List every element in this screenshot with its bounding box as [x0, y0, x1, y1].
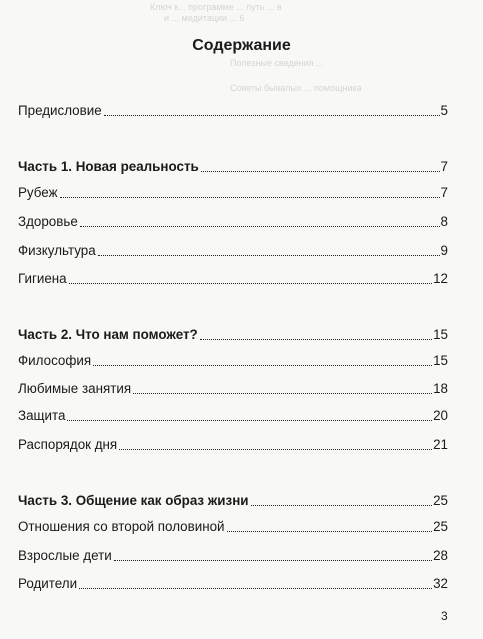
toc-entry[interactable] — [18, 183, 448, 201]
toc-entry-label: Часть 3. Общение как образ жизни — [18, 493, 249, 508]
toc-entry[interactable] — [18, 546, 448, 564]
toc-entry[interactable] — [18, 406, 448, 424]
dot-leader — [93, 365, 432, 366]
toc-entry-label: Философия — [18, 353, 92, 368]
toc-part-heading[interactable] — [18, 157, 448, 175]
dot-leader — [69, 283, 432, 284]
toc-entry-page: 15 — [433, 353, 448, 368]
bleed-line: Ключ к... программе ... путь ... в — [150, 2, 282, 12]
dot-leader — [114, 560, 432, 561]
dot-leader — [200, 339, 432, 340]
toc-entry[interactable] — [18, 269, 448, 287]
toc-entry-label: Часть 1. Новая реальность — [18, 159, 199, 174]
toc-entry[interactable] — [18, 351, 448, 369]
toc-entry-label: Родители — [18, 576, 78, 591]
toc-entry-page: 5 — [440, 103, 448, 118]
toc-part-heading[interactable] — [18, 491, 448, 509]
dot-leader — [227, 531, 433, 532]
dot-leader — [119, 449, 432, 450]
toc-entry[interactable] — [18, 517, 448, 535]
toc-entry-page: 15 — [433, 327, 448, 342]
toc-entry-page: 12 — [433, 271, 448, 286]
toc-entry-label: Взрослые дети — [18, 548, 112, 563]
dot-leader — [104, 115, 440, 116]
toc-entry-page: 28 — [433, 548, 448, 563]
toc-entry-page: 21 — [433, 437, 448, 452]
dot-leader — [201, 171, 440, 172]
bleed-line: и ... медитации ... 6 — [164, 13, 245, 23]
toc-entry[interactable] — [18, 101, 448, 119]
dot-leader — [80, 226, 440, 227]
toc-entry-page: 18 — [433, 381, 448, 396]
toc-entry[interactable] — [18, 379, 448, 397]
bleed-line: Советы бывалых ... помощника — [230, 83, 362, 93]
toc-entry-label: Распорядок дня — [18, 437, 118, 452]
dot-leader — [79, 588, 432, 589]
dot-leader — [133, 393, 432, 394]
toc-entry[interactable] — [18, 574, 448, 592]
dot-leader — [251, 505, 433, 506]
toc-entry[interactable] — [18, 212, 448, 230]
toc-entry-page: 32 — [433, 576, 448, 591]
toc-entry-label: Гигиена — [18, 271, 67, 286]
toc-entry-label: Физкультура — [18, 243, 96, 258]
toc-entry-page: 20 — [433, 408, 448, 423]
dot-leader — [60, 197, 440, 198]
dot-leader — [67, 420, 432, 421]
toc-entry-label: Рубеж — [18, 185, 58, 200]
toc-entry-label: Предисловие — [18, 103, 102, 118]
toc-entry-page: 7 — [440, 185, 448, 200]
bleed-line: Полезные сведения ... — [230, 58, 324, 68]
toc-entry-label: Часть 2. Что нам поможет? — [18, 327, 198, 342]
toc-entry-page: 25 — [433, 519, 448, 534]
dot-leader — [98, 255, 440, 256]
page-number: 3 — [441, 609, 448, 623]
toc-entry-label: Здоровье — [18, 214, 78, 229]
toc-entry-label: Защита — [18, 408, 66, 423]
toc-entry-page: 25 — [433, 493, 448, 508]
toc-part-heading[interactable] — [18, 325, 448, 343]
toc-entry-page: 9 — [440, 243, 448, 258]
toc-entry-page: 8 — [440, 214, 448, 229]
page-title: Содержание — [192, 37, 291, 54]
toc-entry-label: Отношения со второй половиной — [18, 519, 225, 534]
toc-entry[interactable] — [18, 241, 448, 259]
toc-entry-label: Любимые занятия — [18, 381, 132, 396]
toc-entry[interactable] — [18, 435, 448, 453]
toc-entry-page: 7 — [440, 159, 448, 174]
